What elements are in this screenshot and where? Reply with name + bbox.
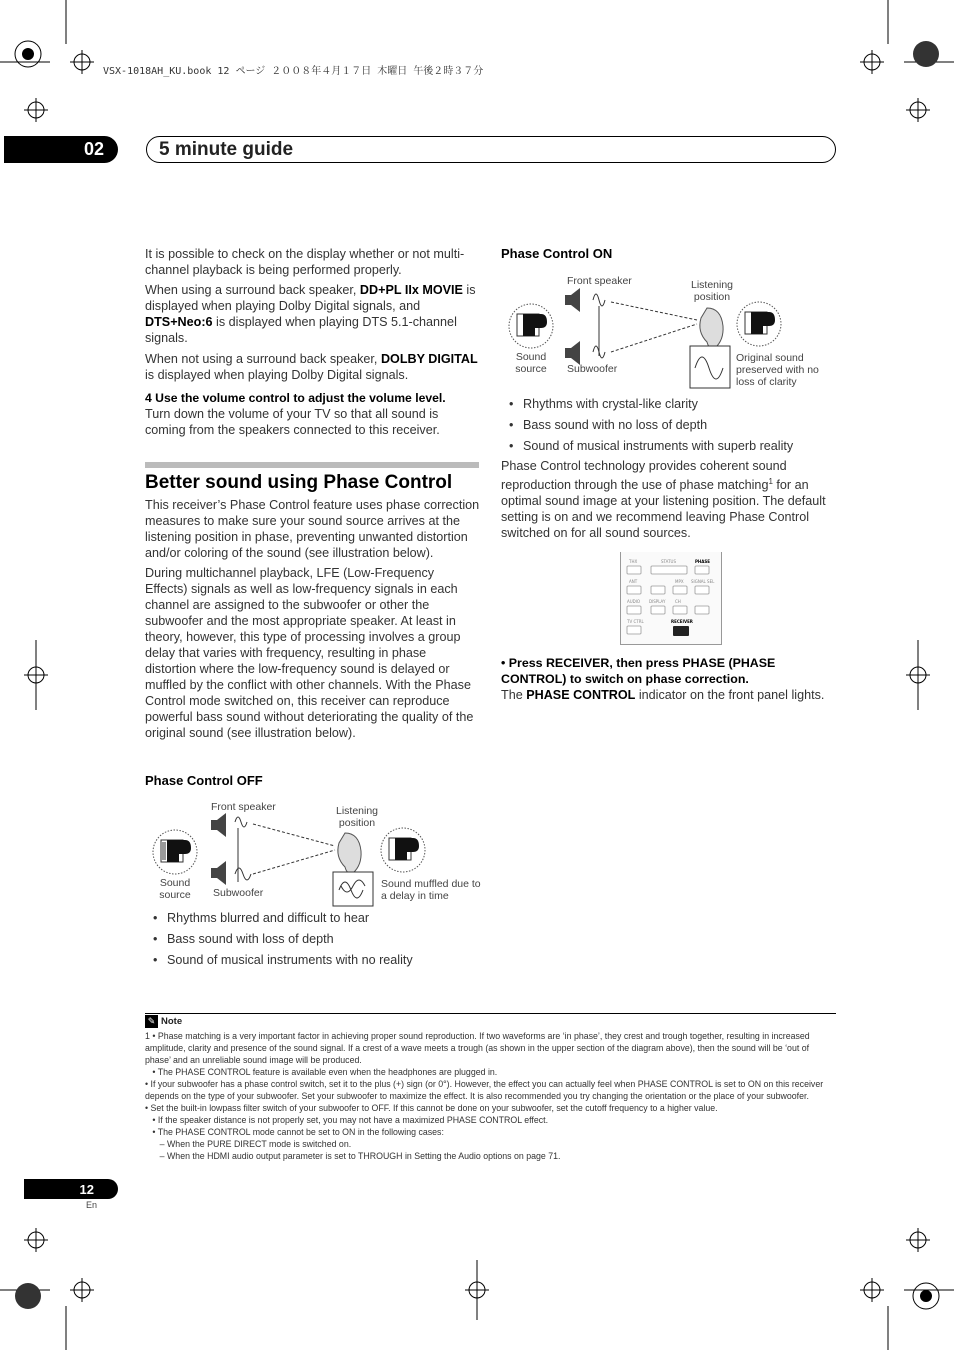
off-subwoofer-label: Subwoofer	[213, 887, 264, 899]
no-surround-back-paragraph: When not using a surround back speaker, DOLBY DIGITAL is displayed when playing Dolby Digital signals.	[145, 352, 478, 382]
remote-label-receiver: RECEIVER	[671, 619, 693, 624]
note-line: • If your subwoofer has a phase control switch, set it to the plus (+) sign (or 0°). However, the effect you can actually feel when PHASE CONTROL is set to ON on this receiver depends on the type of your subwoofer. Set your subwoofer to maximize the effect. It is also recommended you try changing the orientation or the place of your subwoofer.	[145, 1079, 824, 1101]
section-body	[145, 497, 480, 741]
footnote-ref: 1	[768, 477, 773, 486]
indicator-text: The PHASE CONTROL indicator on the front panel lights.	[501, 688, 825, 702]
chapter-number: 02	[4, 136, 118, 163]
left-column	[145, 246, 480, 438]
list-item: • Rhythms with crystal-like clarity	[501, 396, 836, 412]
note-line: 1 • Phase matching is a very important factor in achieving proper sound reproduction. If two waveforms are ‘in phase’, they crest and trough together, resulting in increased amplitude, clarity and presence of the sound signal. If a crest of a wave meets a trough (as shown in the upper section of the diagram above), then the sound will be ‘out of phase’ and an unreliable sound image will be produced.	[145, 1031, 810, 1065]
note-body	[145, 1030, 837, 1162]
note-line: • If the speaker distance is not properly set, you may not have a maximized PHASE CONTROL effect.	[145, 1115, 549, 1125]
note-line: • Set the built-in lowpass filter switch of your subwoofer to OFF. If this cannot be done on your subwoofer, set the cutoff frequency to a higher value.	[145, 1103, 718, 1113]
page-language: En	[86, 1200, 98, 1210]
step-4-body: Turn down the volume of your TV so that all sound is coming from the speakers connected to this receiver.	[145, 407, 440, 437]
note-rule	[145, 1013, 836, 1014]
off-listening-position-label: Listening position	[335, 805, 379, 829]
phase-on-bullets	[501, 396, 836, 459]
on-front-speaker-label: Front speaker	[567, 275, 632, 287]
off-result-label: Sound muffled due to a delay in time	[381, 878, 481, 902]
remote-label-ant: ANT	[629, 579, 638, 584]
remote-label-status: STATUS	[661, 559, 677, 564]
surround-back-paragraph: When using a surround back speaker, DD+PL IIx MOVIE is displayed when playing Dolby Digital signals, and DTS+Neo:6 is displayed when playing DTS 5.1-channel signals.	[145, 283, 476, 345]
section-paragraph-1: This receiver’s Phase Control feature uses phase correction measures to make sure your sound source arrives at the listening position in phase, preventing unwanted distortion and/or coloring of the sound (see illustration below).	[145, 498, 480, 560]
list-item: • Sound of musical instruments with no reality	[145, 952, 480, 968]
list-item: • Bass sound with no loss of depth	[501, 417, 836, 433]
note-line: • The PHASE CONTROL feature is available even when the headphones are plugged in.	[145, 1067, 498, 1077]
on-listening-position-label: Listening position	[690, 279, 734, 303]
note-title: Note	[161, 1016, 183, 1027]
phase-off-bullets	[145, 910, 480, 973]
section-paragraph-2: During multichannel playback, LFE (Low-Frequency Effects) signals as well as low-frequency signals in each channel are assigned to the subwoofer or other the subwoofer and the most appropriate speaker. At least in theory, however, this type of processing involves a group delay that varies with frequency, resulting in phase distortion where the low-frequency sound is delayed or muffled by the conflict with other channels. With the Phase Control mode switched on, this receiver can reproduce powerful bass sound without deteriorating the quality of the original sound (see illustration below).	[145, 566, 474, 740]
remote-label-display: DISPLAY	[649, 599, 666, 604]
list-item: • Sound of musical instruments with superb reality	[501, 438, 836, 454]
press-instruction: • Press RECEIVER, then press PHASE (PHASE CONTROL) to switch on phase correction.	[501, 656, 776, 686]
remote-label-phase: PHASE	[695, 559, 710, 564]
on-sound-source-label: Sound source	[515, 351, 547, 375]
note-line: – When the HDMI audio output parameter is set to THROUGH in Setting the Audio options on page 71.	[145, 1151, 561, 1161]
step-4-title: 4 Use the volume control to adjust the volume level.	[145, 391, 446, 405]
intro-paragraph: It is possible to check on the display whether or not multi-channel playback is being performed properly.	[145, 247, 465, 277]
remote-label-signal-sel: SIGNAL SEL	[691, 579, 715, 584]
on-subwoofer-label: Subwoofer	[567, 363, 618, 375]
remote-label-audio: AUDIO	[627, 599, 641, 604]
print-header: VSX-1018AH_KU.book 12 ページ ２００８年４月１７日 木曜日 午後２時３７分	[103, 66, 484, 77]
section-rule	[145, 462, 479, 468]
remote-label-thx: THX	[629, 559, 638, 564]
off-sound-source-label: Sound source	[159, 877, 191, 901]
list-item: • Bass sound with loss of depth	[145, 931, 480, 947]
diagram-phase-off	[145, 798, 485, 908]
note-line: • The PHASE CONTROL mode cannot be set to ON in the following cases:	[145, 1127, 444, 1137]
remote-label-ch: CH	[675, 599, 681, 604]
note-header	[145, 1015, 182, 1028]
note-icon: ✎	[145, 1015, 158, 1028]
list-item: • Rhythms blurred and difficult to hear	[145, 910, 480, 926]
chapter-title: 5 minute guide	[146, 136, 836, 163]
remote-buttons	[621, 552, 721, 644]
phase-on-title: Phase Control ON	[501, 246, 613, 261]
section-title: Better sound using Phase Control	[145, 472, 453, 493]
off-front-speaker-label: Front speaker	[211, 801, 276, 813]
on-result-label: Original sound preserved with no loss of clarity	[736, 352, 819, 388]
remote-label-tv-ctrl: TV CTRL	[627, 619, 644, 624]
page-number: 12	[24, 1179, 118, 1199]
note-line: – When the PURE DIRECT mode is switched on.	[145, 1139, 352, 1149]
diagram-phase-on	[501, 272, 841, 392]
remote-control-illustration	[620, 552, 722, 645]
remote-label-mpx: MPX	[675, 579, 684, 584]
phase-off-title: Phase Control OFF	[145, 773, 263, 788]
phase-control-description: Phase Control technology provides coherent sound reproduction through the use of phase matching$^1$ for an optimal sound image at your listening position. The default setting is on and we recommend leaving Phase Control switched on for all sound sources.	[501, 459, 826, 541]
